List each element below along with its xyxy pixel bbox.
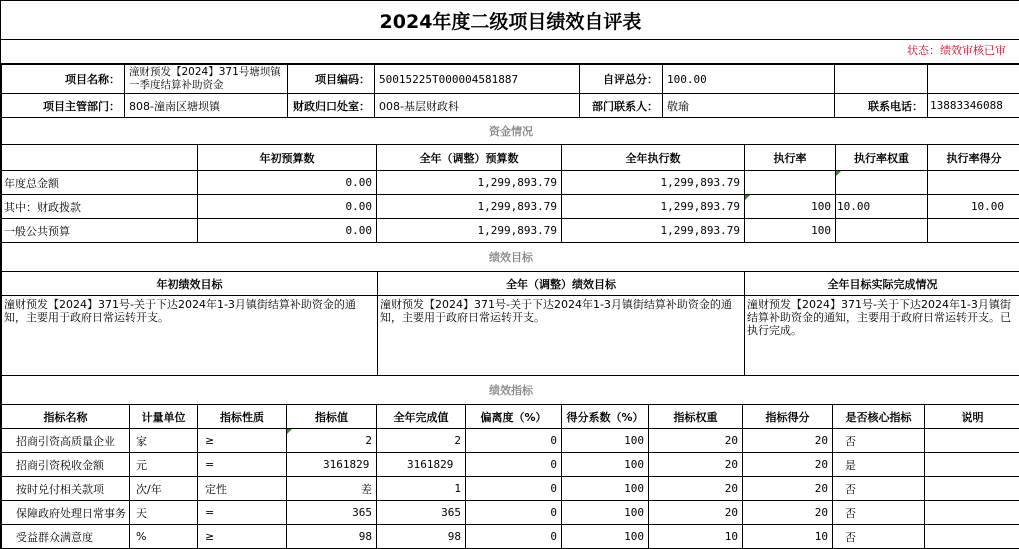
indicator-header: 指标值: [287, 405, 377, 429]
indicator-value: 2: [287, 429, 377, 453]
indicator-row: [2, 501, 1019, 525]
indicators-section-title: 绩效指标: [2, 376, 1019, 405]
funds-cell: 10.00: [836, 195, 928, 219]
indicator-deviation: 0: [466, 429, 562, 453]
indicator-deviation: 0: [466, 453, 562, 477]
indicator-score: 10: [743, 525, 833, 549]
indicator-header: 计量单位: [130, 405, 198, 429]
goals-header: 年初绩效目标: [2, 272, 378, 296]
funds-cell: 10.00: [928, 195, 1019, 219]
indicator-note: [925, 453, 1019, 477]
indicator-name: 招商引资税收金额: [2, 453, 130, 477]
dept-label: 项目主管部门：: [2, 94, 125, 118]
indicator-weight: 20: [649, 429, 743, 453]
form-title: 2024年度二级项目绩效自评表: [379, 10, 642, 33]
funds-cell: 1,299,893.79: [377, 219, 562, 243]
indicator-deviation: 0: [466, 525, 562, 549]
indicator-score: 20: [743, 453, 833, 477]
indicator-note: [925, 429, 1019, 453]
indicator-header: 全年完成值: [377, 405, 466, 429]
indicator-coefficient: 100: [562, 429, 649, 453]
score-label: 自评总分：: [580, 65, 663, 94]
indicator-weight: 10: [649, 525, 743, 549]
funds-cell: [928, 219, 1019, 243]
indicator-nature: =: [198, 453, 287, 477]
indicator-core: 是: [833, 453, 925, 477]
indicator-value: 98: [287, 525, 377, 549]
indicator-header: 说明: [925, 405, 1019, 429]
indicator-row: [2, 477, 1019, 501]
status-text: 状态：绩效审核已审: [1, 40, 1019, 64]
funds-header: 执行率: [745, 145, 836, 171]
indicator-header: 指标名称: [2, 405, 130, 429]
funds-cell: [836, 171, 928, 195]
funds-header: 年初预算数: [198, 145, 377, 171]
indicator-actual: 2: [377, 429, 466, 453]
funds-cell: 1,299,893.79: [562, 219, 745, 243]
dept-value: 808-潼南区塘坝镇: [125, 94, 288, 118]
indicator-coefficient: 100: [562, 477, 649, 501]
indicator-row: [2, 525, 1019, 549]
indicator-deviation: 0: [466, 477, 562, 501]
funds-cell: [745, 171, 836, 195]
blank-cell: [928, 65, 1019, 94]
indicator-header: 指标得分: [743, 405, 833, 429]
blank-cell: [835, 65, 928, 94]
indicator-value: 3161829: [287, 453, 377, 477]
finance-label: 财政归口处室：: [288, 94, 375, 118]
indicator-header: 指标性质: [198, 405, 287, 429]
project-info-table: [1, 64, 1019, 118]
indicator-header: 指标权重: [649, 405, 743, 429]
indicator-header: 是否核心指标: [833, 405, 925, 429]
goal-initial: 潼财预发【2024】371号-关于下达2024年1-3月镇街结算补助资金的通知，主要用于政府日常运转开支。: [2, 296, 378, 376]
indicator-actual: 3161829: [377, 453, 466, 477]
funds-table: [1, 117, 1019, 243]
indicator-name: 保障政府处理日常事务: [2, 501, 130, 525]
goals-header: 全年目标实际完成情况: [745, 272, 1019, 296]
indicator-actual: 365: [377, 501, 466, 525]
funds-row-label: 年度总金额: [2, 171, 198, 195]
funds-cell: 0.00: [198, 195, 377, 219]
indicator-coefficient: 100: [562, 525, 649, 549]
indicator-name: 按时兑付相关款项: [2, 477, 130, 501]
funds-row: [2, 219, 1019, 243]
indicator-coefficient: 100: [562, 501, 649, 525]
indicators-table: [1, 375, 1019, 549]
indicator-nature: =: [198, 501, 287, 525]
form-title-row: [1, 0, 1019, 40]
indicator-unit: 元: [130, 453, 198, 477]
funds-cell: 1,299,893.79: [562, 195, 745, 219]
indicator-unit: %: [130, 525, 198, 549]
indicator-nature: 定性: [198, 477, 287, 501]
indicator-actual: 98: [377, 525, 466, 549]
indicator-weight: 20: [649, 477, 743, 501]
funds-header: 执行率得分: [928, 145, 1019, 171]
indicator-nature: ≥: [198, 525, 287, 549]
indicator-name: 招商引资高质量企业: [2, 429, 130, 453]
indicator-core: 否: [833, 501, 925, 525]
indicator-unit: 家: [130, 429, 198, 453]
indicator-note: [925, 501, 1019, 525]
funds-section-title: 资金情况: [2, 118, 1019, 145]
funds-cell: 1,299,893.79: [377, 171, 562, 195]
indicator-score: 20: [743, 477, 833, 501]
indicator-unit: 天: [130, 501, 198, 525]
indicator-row: [2, 453, 1019, 477]
indicator-coefficient: 100: [562, 453, 649, 477]
indicator-score: 20: [743, 429, 833, 453]
funds-row-label: 一般公共预算: [2, 219, 198, 243]
funds-header: 全年执行数: [562, 145, 745, 171]
funds-header: [2, 145, 198, 171]
funds-row: [2, 171, 1019, 195]
goals-section-title: 绩效目标: [2, 243, 1019, 272]
indicator-unit: 次/年: [130, 477, 198, 501]
indicator-row: [2, 429, 1019, 453]
indicator-weight: 20: [649, 501, 743, 525]
indicator-score: 20: [743, 501, 833, 525]
project-code-label: 项目编码：: [288, 65, 375, 94]
funds-cell: 100: [745, 219, 836, 243]
funds-cell: 1,299,893.79: [377, 195, 562, 219]
project-code: 50015225T000004581887: [375, 65, 580, 94]
goals-header: 全年（调整）绩效目标: [378, 272, 745, 296]
funds-cell: 1,299,893.79: [562, 171, 745, 195]
indicator-core: 否: [833, 525, 925, 549]
project-name: 潼财预发【2024】371号塘坝镇一季度结算补助资金: [125, 65, 288, 94]
contact-label: 部门联系人：: [580, 94, 663, 118]
goal-adjusted: 潼财预发【2024】371号-关于下达2024年1-3月镇街结算补助资金的通知，主要用于政府日常运转开支。: [378, 296, 745, 376]
indicator-note: [925, 525, 1019, 549]
indicator-name: 受益群众满意度: [2, 525, 130, 549]
indicator-value: 365: [287, 501, 377, 525]
goal-actual: 潼财预发【2024】371号-关于下达2024年1-3月镇街结算补助资金的通知，主要用于政府日常运转开支。已执行完成。: [745, 296, 1019, 376]
goals-table: [1, 242, 1019, 376]
phone-label: 联系电话：: [835, 94, 928, 118]
indicator-nature: ≥: [198, 429, 287, 453]
indicator-actual: 1: [377, 477, 466, 501]
indicator-deviation: 0: [466, 501, 562, 525]
funds-cell: 0.00: [198, 219, 377, 243]
project-name-label: 项目名称：: [2, 65, 125, 94]
funds-cell: [836, 219, 928, 243]
indicator-core: 否: [833, 429, 925, 453]
score-value: 100.00: [663, 65, 835, 94]
finance-value: 008-基层财政科: [375, 94, 580, 118]
funds-header: 全年（调整）预算数: [377, 145, 562, 171]
contact-value: 敬瑜: [663, 94, 835, 118]
indicator-weight: 20: [649, 453, 743, 477]
phone-value: 13883346088: [928, 94, 1019, 118]
funds-cell: 0.00: [198, 171, 377, 195]
funds-header: 执行率权重: [836, 145, 928, 171]
indicator-note: [925, 477, 1019, 501]
funds-cell: 100: [745, 195, 836, 219]
indicator-header: 得分系数（%）: [562, 405, 649, 429]
indicator-core: 否: [833, 477, 925, 501]
funds-row-label: 其中：财政拨款: [2, 195, 198, 219]
indicator-value: 差: [287, 477, 377, 501]
funds-row: [2, 195, 1019, 219]
funds-cell: [928, 171, 1019, 195]
indicator-header: 偏离度（%）: [466, 405, 562, 429]
